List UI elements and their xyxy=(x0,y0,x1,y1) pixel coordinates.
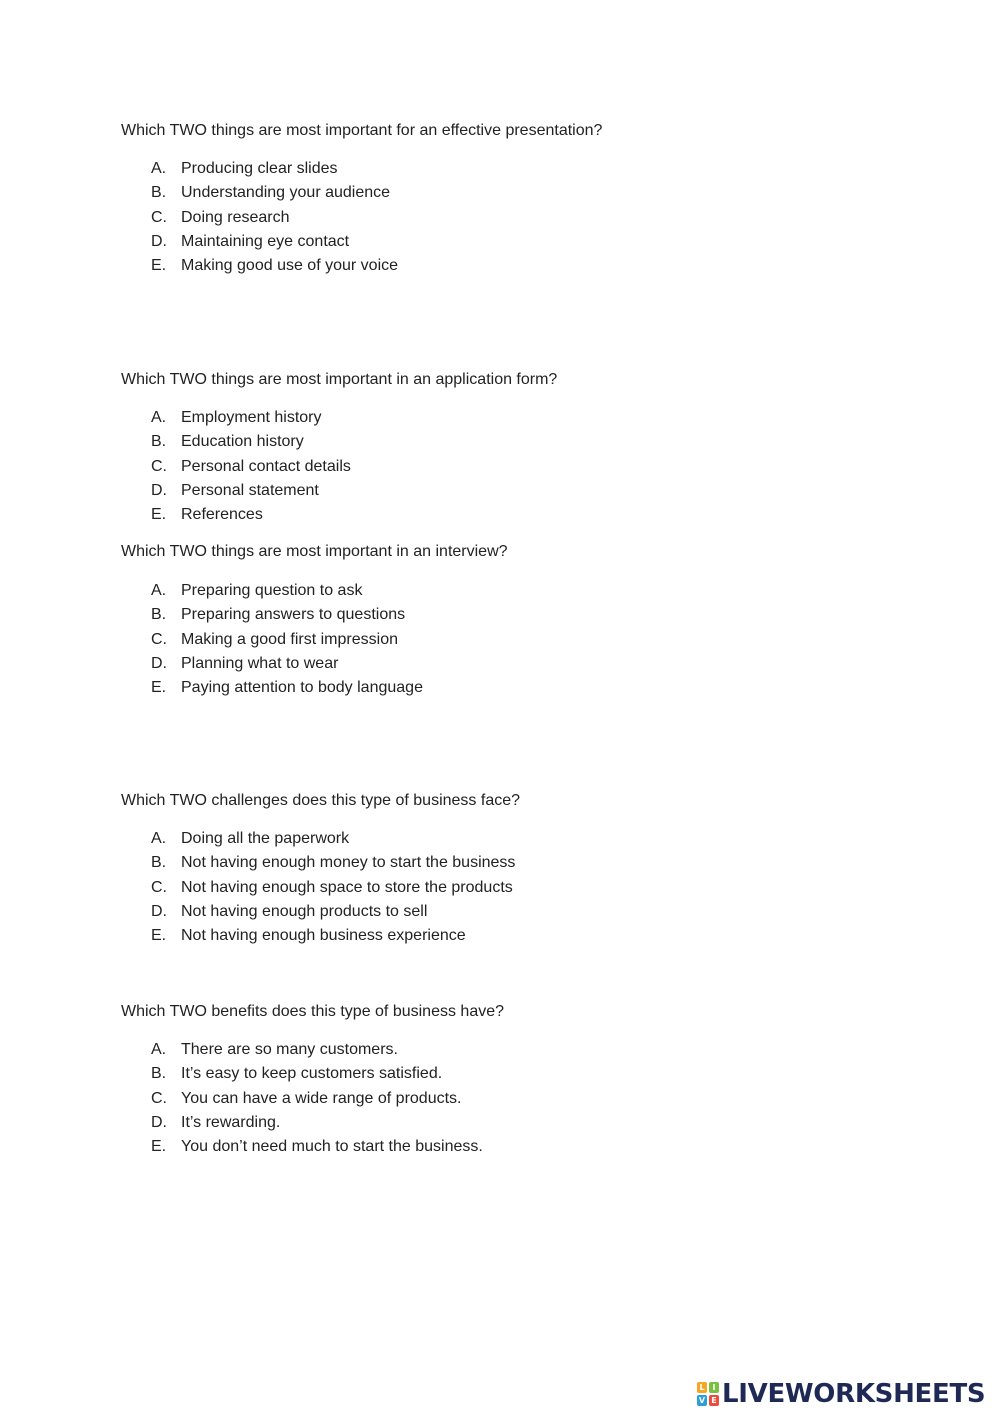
option-text: You don’t need much to start the business. xyxy=(181,1138,483,1156)
question-2-options xyxy=(151,408,351,529)
question-5-options xyxy=(151,1040,483,1161)
list-item xyxy=(151,159,398,183)
option-text: Doing research xyxy=(181,208,290,226)
option-letter: A. xyxy=(151,582,167,599)
option-text: Doing all the paperwork xyxy=(181,830,350,847)
list-item xyxy=(151,1089,483,1113)
question-3-text: Which TWO things are most important in an interview? xyxy=(121,543,508,560)
list-item xyxy=(151,505,351,529)
option-letter: C. xyxy=(151,1089,167,1107)
option-text: Not having enough business experience xyxy=(181,927,466,945)
option-letter: A. xyxy=(151,409,167,426)
option-letter: C. xyxy=(151,878,167,896)
option-letter: B. xyxy=(151,606,167,624)
option-text: Education history xyxy=(181,433,304,451)
list-item xyxy=(151,853,515,877)
list-item xyxy=(151,1040,483,1064)
list-item xyxy=(151,232,398,256)
list-item xyxy=(151,457,351,481)
option-letter: B. xyxy=(151,1065,167,1083)
list-item xyxy=(151,678,423,702)
logo-tile-i: I xyxy=(709,1382,719,1393)
list-item xyxy=(151,1137,483,1161)
logo-tile-e: E xyxy=(709,1395,719,1406)
list-item xyxy=(151,432,351,456)
option-text: Understanding your audience xyxy=(181,184,391,202)
question-4-text: Which TWO challenges does this type of business face? xyxy=(121,792,521,809)
option-letter: C. xyxy=(151,208,167,226)
option-letter: D. xyxy=(151,232,167,250)
option-letter: B. xyxy=(151,854,167,872)
list-item xyxy=(151,605,423,629)
option-text: Personal statement xyxy=(181,481,319,499)
logo-tile-l: L xyxy=(697,1382,707,1393)
option-letter: E. xyxy=(151,927,167,945)
option-letter: A. xyxy=(151,830,167,847)
list-item xyxy=(151,481,351,505)
option-letter: A. xyxy=(151,1041,167,1058)
option-text: Preparing answers to questions xyxy=(181,606,406,624)
option-letter: B. xyxy=(151,184,167,202)
question-1-options xyxy=(151,159,398,280)
option-text: References xyxy=(181,506,263,524)
list-item xyxy=(151,183,398,207)
question-2-text: Which TWO things are most important in an application form? xyxy=(121,371,558,388)
option-text: Not having enough space to store the products xyxy=(181,878,513,896)
list-item xyxy=(151,926,515,950)
option-letter: D. xyxy=(151,481,167,499)
list-item xyxy=(151,256,398,280)
option-text: It’s rewarding. xyxy=(181,1113,281,1131)
option-letter: D. xyxy=(151,654,167,672)
option-letter: E. xyxy=(151,257,167,275)
option-letter: C. xyxy=(151,630,167,648)
list-item xyxy=(151,408,351,432)
liveworksheets-wordmark: LIVEWORKSHEETS xyxy=(722,1379,986,1409)
question-3-options xyxy=(151,581,423,702)
list-item xyxy=(151,1113,483,1137)
question-5-text: Which TWO benefits does this type of business have? xyxy=(121,1003,505,1020)
option-text: Paying attention to body language xyxy=(181,679,423,697)
option-text: Not having enough money to start the business xyxy=(181,854,516,872)
list-item xyxy=(151,581,423,605)
option-text: Maintaining eye contact xyxy=(181,232,350,250)
logo-tile-v: V xyxy=(698,1396,706,1405)
option-text: Employment history xyxy=(181,409,322,426)
option-letter: A. xyxy=(151,160,167,177)
list-item xyxy=(151,630,423,654)
question-4-options xyxy=(151,829,515,950)
option-text: Personal contact details xyxy=(181,457,351,475)
option-text: Producing clear slides xyxy=(181,160,338,177)
option-text: It’s easy to keep customers satisfied. xyxy=(181,1065,443,1083)
option-letter: B. xyxy=(151,433,167,451)
question-1-text: Which TWO things are most important for an effective presentation? xyxy=(121,122,603,139)
option-text: Making a good first impression xyxy=(181,630,398,648)
option-text: Preparing question to ask xyxy=(181,582,363,599)
option-text: You can have a wide range of products. xyxy=(181,1089,462,1107)
option-text: Planning what to wear xyxy=(181,654,339,672)
option-letter: E. xyxy=(151,506,167,524)
list-item xyxy=(151,208,398,232)
list-item xyxy=(151,829,515,853)
list-item xyxy=(151,878,515,902)
list-item xyxy=(151,902,515,926)
option-text: Making good use of your voice xyxy=(181,257,399,275)
list-item xyxy=(151,654,423,678)
option-text: Not having enough products to sell xyxy=(181,902,428,920)
option-letter: E. xyxy=(151,1138,167,1156)
option-letter: D. xyxy=(151,1113,167,1131)
option-letter: E. xyxy=(151,679,167,697)
list-item xyxy=(151,1064,483,1088)
option-text: There are so many customers. xyxy=(181,1041,398,1058)
option-letter: D. xyxy=(151,902,167,920)
liveworksheets-logo-icon xyxy=(697,1382,719,1406)
liveworksheets-logo xyxy=(697,1379,985,1409)
option-letter: C. xyxy=(151,457,167,475)
